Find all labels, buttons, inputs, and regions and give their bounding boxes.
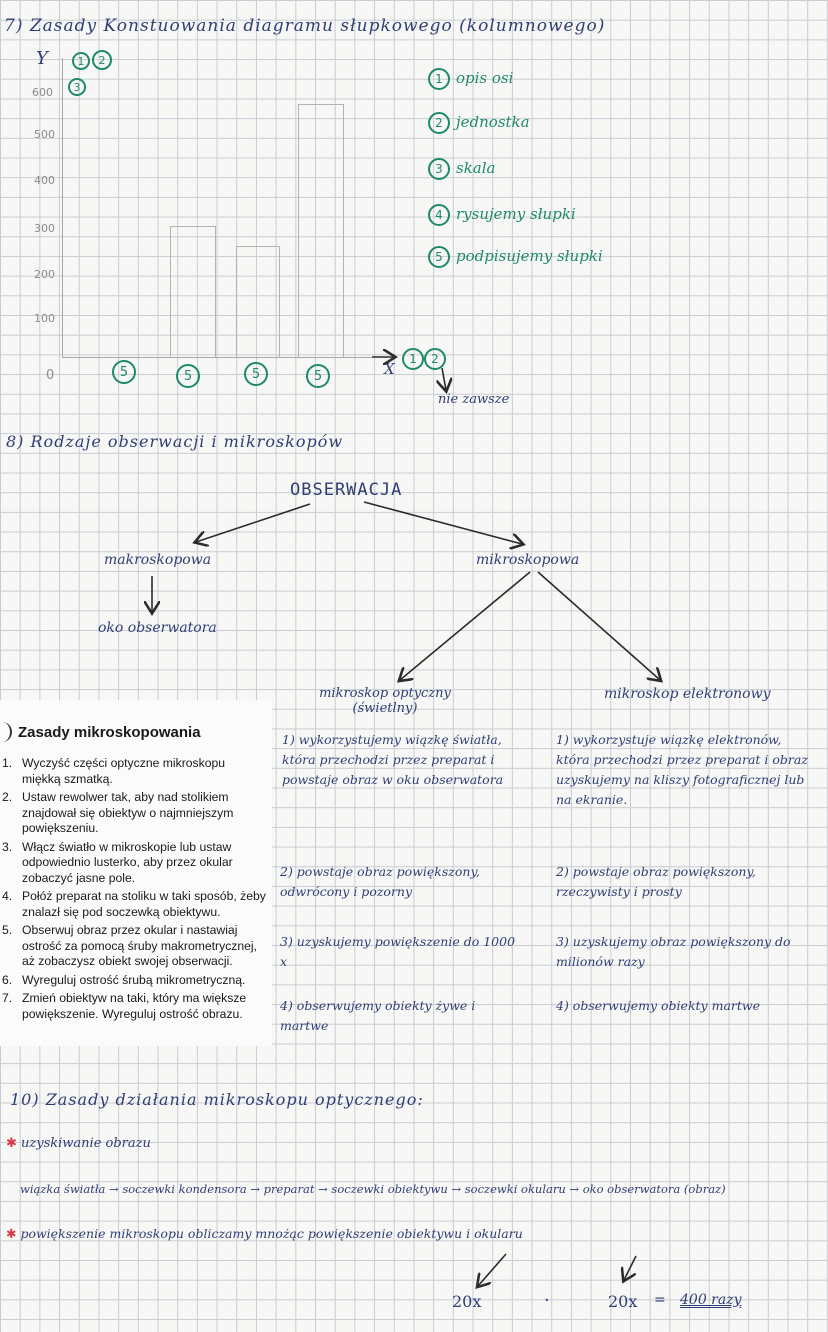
rule-text: Połóż preparat na stoliku w taki sposób, żeby znalazł się pod soczewką obiektywu.	[22, 889, 266, 919]
arrow-to-micro	[364, 502, 522, 544]
x-mark-1: 1	[402, 348, 424, 370]
rule-text: Zmień obiektyw na taki, który ma większe powiększenie. Wyreguluj ostrość obrazu.	[22, 991, 247, 1021]
section-10-title: 10) Zasady działania mikroskopu optycznego:	[10, 1090, 424, 1109]
result-value: 400 razy	[680, 1292, 742, 1308]
tick-zero: 0	[46, 368, 55, 383]
tick-400: 400	[34, 174, 55, 187]
s10-item-2-text: powiększenie mikroskopu obliczamy mnożąc powiększenie obiektywu i okularu	[20, 1226, 523, 1241]
multiply-dot: ·	[544, 1290, 550, 1311]
column-mark-5a: 5	[112, 360, 136, 384]
y-mark-1: 1	[72, 52, 90, 70]
rule-number: 3.	[2, 839, 13, 854]
tree-micro: mikroskopowa	[476, 552, 580, 568]
tick-300: 300	[34, 222, 55, 235]
optical-point-1: 1) wykorzystujemy wiązkę światła, która przechodzi przez preparat i powstaje obraz w oku obserwatora	[282, 732, 504, 787]
optical-point-2: 2) powstaje obraz powiększony, odwrócony i pozorny	[280, 864, 480, 899]
rule-number: 7.	[2, 991, 13, 1005]
tick-600: 600	[32, 86, 53, 99]
objective-mag: 20x	[452, 1292, 482, 1311]
rule-number: 5.	[2, 923, 13, 937]
tree-macro-child: oko obserwatora	[98, 620, 217, 636]
rule-number: 4.	[2, 889, 13, 903]
optical-point-3: 3) uzyskujemy powiększenie do 1000 x	[280, 934, 516, 969]
section-8-title: 8) Rodzaje obserwacji i mikroskopów	[6, 432, 344, 451]
tick-100: 100	[34, 312, 55, 325]
tree-macro: makroskopowa	[104, 552, 212, 568]
legend-text-5: podpisujemy słupki	[456, 247, 603, 265]
legend-num-1: 1	[428, 68, 450, 90]
electron-point-4: 4) obserwujemy obiekty martwe	[556, 998, 760, 1013]
legend-num-4: 4	[428, 204, 450, 226]
rule-text: Wyczyść części optyczne mikroskopu miękką szmatką.	[22, 756, 226, 786]
arrow-to-ocular	[624, 1256, 636, 1280]
rule-text: Ustaw rewolwer tak, aby nad stolikiem znajdował się obiektyw o najmniejszym powiększeniu.	[22, 790, 234, 835]
rule-text: Obserwuj obraz przez okular i nastawiaj ostrość za pomocą śruby makrometrycznej, aż zobaczysz obiekt swojej obserwacji.	[22, 923, 258, 968]
x-axis-label: X	[384, 360, 395, 378]
tick-200: 200	[34, 268, 55, 281]
legend-num-5: 5	[428, 246, 450, 268]
y-axis-label: Y	[36, 48, 48, 69]
rule-text: Włącz światło w mikroskopie lub ustaw odpowiednio lusterko, aby przez okular zobaczyć jasne pole.	[22, 839, 233, 885]
star-icon: ✱	[6, 1136, 22, 1151]
rules-title: Zasady mikroskopowania	[18, 724, 201, 741]
rule-number: 1.	[2, 756, 13, 770]
x-axis-note: nie zawsze	[438, 392, 510, 407]
arrow-to-objective	[478, 1254, 506, 1286]
star-icon: ✱	[6, 1226, 21, 1241]
tick-500: 500	[34, 128, 55, 141]
column-mark-5b: 5	[176, 364, 200, 388]
arrow-to-optical	[400, 572, 530, 680]
tree-root: OBSERWACJA	[290, 480, 403, 500]
electron-point-1: 1) wykorzystuje wiązkę elektronów, która przechodzi przez preparat i obraz uzyskujemy na kliszy fotograficznej lub na ekranie.	[556, 732, 808, 807]
legend-num-3: 3	[428, 158, 450, 180]
optical-point-4: 4) obserwujemy obiekty żywe i martwe	[280, 998, 476, 1033]
x-mark-2: 2	[424, 348, 446, 370]
legend-text-1: opis osi	[456, 69, 514, 87]
ocular-mag: 20x	[608, 1292, 638, 1311]
electron-title: mikroskop elektronowy	[604, 686, 771, 702]
scale-mark-3: 3	[68, 78, 86, 96]
s10-chain: wiązka światła → soczewki kondensora → preparat → soczewki obiektywu → soczewki okularu → oko obserwatora (obraz)	[20, 1182, 726, 1196]
equals-sign: =	[654, 1292, 666, 1308]
legend-text-2: jednostka	[456, 113, 530, 131]
rule-text: Wyreguluj ostrość śrubą mikrometryczną.	[22, 972, 246, 987]
rule-number: 2.	[2, 790, 13, 804]
legend-num-2: 2	[428, 112, 450, 134]
arrow-to-macro	[196, 504, 310, 542]
s10-item-1-text: uzyskiwanie obrazu	[21, 1136, 151, 1151]
arrow-x-note	[442, 368, 446, 390]
electron-point-2: 2) powstaje obraz powiększony, rzeczywisty i prosty	[556, 864, 756, 899]
optical-title: mikroskop optyczny (świetlny)	[319, 686, 451, 716]
arrow-to-electron	[538, 572, 660, 680]
column-mark-5c: 5	[244, 362, 268, 386]
y-mark-2: 2	[92, 50, 112, 70]
column-mark-5d: 5	[306, 364, 330, 388]
legend-text-3: skala	[456, 159, 496, 177]
section-7-title: 7) Zasady Konstuowania diagramu słupkowego (kolumnowego)	[4, 16, 606, 36]
electron-point-3: 3) uzyskujemy obraz powiększony do milionów razy	[556, 934, 791, 969]
legend-text-4: rysujemy słupki	[456, 205, 576, 223]
rule-number: 6.	[2, 972, 13, 987]
